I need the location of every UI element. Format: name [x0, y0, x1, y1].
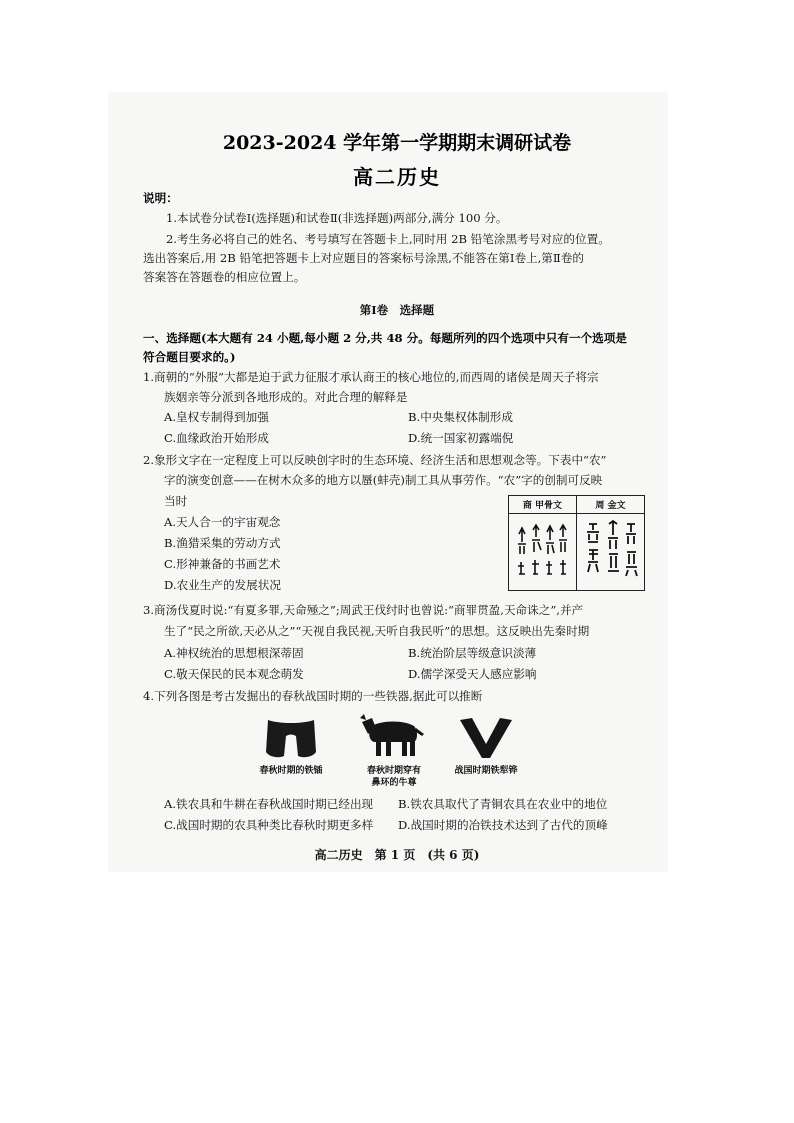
q4-option-c: C.战国时期的农具种类比春秋时期更多样: [164, 818, 374, 832]
q4-option-d: D.战国时期的冶铁技术达到了古代的顶峰: [398, 818, 608, 832]
notes-item-1: 1.本试卷分试卷Ⅰ(选择题)和试卷Ⅱ(非选择题)两部分,满分 100 分。: [166, 211, 508, 225]
q3-option-c: C.敬天保民的民本观念萌发: [164, 667, 304, 681]
q2-option-b: B.渔猎采集的劳动方式: [164, 536, 281, 550]
iron-ploughshare-image: [456, 714, 516, 762]
q2-option-d: D.农业生产的发展状况: [164, 578, 281, 592]
notes-heading: 说明：: [143, 191, 178, 205]
notes-item-2-line-1: 2.考生务必将自己的姓名、考号填写在答题卡上,同时用 2B 铅笔涂黑考号对应的位置。: [166, 232, 610, 246]
q3-option-d: D.儒学深受天人感应影响: [408, 667, 537, 681]
section-instruction-line-1: 一、选择题(本大题有 24 小题,每小题 2 分,共 48 分。每题所列的四个选项中只有一个选项是: [143, 331, 627, 345]
exam-title: 2023-2024 学年第一学期期末调研试卷: [222, 132, 572, 154]
q3-stem-line-2: 生了“民之所欲,天必从之”“天视自我民视,天听自我民听”的思想。这反映出先秦时期: [164, 624, 590, 638]
q2-stem-line-2: 字的演变创意——在树木众多的地方以蜃(蚌壳)制工具从事劳作。“农”字的创制可反映: [164, 473, 603, 487]
artifact-caption-spade: 春秋时期的铁锸: [259, 766, 323, 776]
q3-option-a: A.神权统治的思想根深蒂固: [164, 646, 304, 660]
q1-option-d: D.统一国家初露端倪: [408, 431, 514, 445]
bronze-nong-glyph-image: [581, 516, 641, 586]
nong-character-table: [508, 495, 645, 591]
artifact-caption-plough: 战国时期铁犁铧: [454, 766, 518, 776]
notes-item-2-line-3: 答案答在答题卷的相应位置上。: [143, 270, 306, 284]
ox-vessel-image: [358, 712, 430, 762]
page-footer: 高二历史 第 1 页 (共 6 页): [314, 848, 480, 862]
section-instruction-line-2: 符合题目要求的。): [143, 350, 236, 364]
q4-option-a: A.铁农具和牛耕在春秋战国时期已经出现: [164, 797, 374, 811]
q2-option-a: A.天人合一的宇宙观念: [164, 515, 281, 529]
artifact-caption-ox-line-2: 鼻环的牛尊: [371, 778, 417, 788]
q2-stem-line-1: 2.象形文字在一定程度上可以反映创字时的生态环境、经济生活和思想观念等。下表中“农”: [143, 453, 607, 467]
q1-option-a: A.皇权专制得到加强: [164, 410, 269, 424]
section-title: 第Ⅰ卷 选择题: [359, 303, 435, 317]
oracle-bone-nong-glyph-image: [513, 516, 573, 586]
q3-option-b: B.统治阶层等级意识淡薄: [408, 646, 537, 660]
q4-option-b: B.铁农具取代了青铜农具在农业中的地位: [398, 797, 608, 811]
table-header-shang: 商 甲骨文: [509, 496, 577, 514]
oracle-bone-glyphs: [509, 514, 577, 591]
q1-stem-line-1: 1.商朝的“外服”大都是迫于武力征服才承认商王的核心地位的,而西周的诸侯是周天子将宗: [143, 370, 599, 384]
notes-item-2-line-2: 选出答案后,用 2B 铅笔把答题卡上对应题目的答案标号涂黑,不能答在第Ⅰ卷上,第Ⅱ卷的: [143, 251, 584, 265]
q1-option-c: C.血缘政治开始形成: [164, 431, 269, 445]
q3-stem-line-1: 3.商汤伐夏时说:“有夏多罪,天命殛之”;周武王伐纣时也曾说:“商罪贯盈,天命诛之”,并产: [143, 603, 584, 617]
q2-stem-line-3: 当时: [164, 494, 188, 508]
artifact-caption-ox-line-1: 春秋时期穿有: [366, 766, 421, 776]
table-header-zhou: 周 金文: [577, 496, 645, 514]
bronze-inscription-glyphs: [577, 514, 645, 591]
q4-stem-line-1: 4.下列各图是考古发掘出的春秋战国时期的一些铁器,据此可以推断: [143, 689, 483, 703]
iron-spade-image: [262, 716, 320, 760]
q1-stem-line-2: 族姻亲等分派到各地形成的。对此合理的解释是: [164, 390, 408, 404]
q2-option-c: C.形神兼备的书画艺术: [164, 557, 281, 571]
q1-option-b: B.中央集权体制形成: [408, 410, 513, 424]
exam-subject: 高二历史: [353, 165, 441, 189]
